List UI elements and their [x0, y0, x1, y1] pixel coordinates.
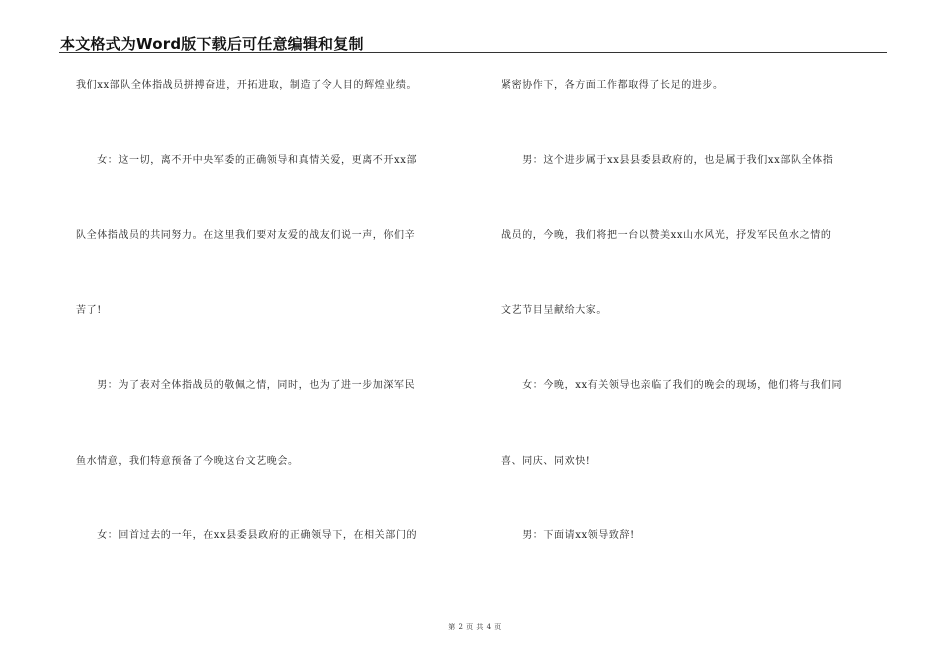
- text-line: 男：这个进步属于xx县县委县政府的，也是属于我们xx部队全体指: [501, 155, 834, 166]
- page-number-footer: 第 2 页 共 4 页: [448, 623, 502, 631]
- document-header-title: 本文格式为Word版下载后可任意编辑和复制: [60, 35, 364, 53]
- text-line: 男：为了表对全体指战员的敬佩之情，同时，也为了进一步加深军民: [76, 380, 416, 391]
- header-divider: [59, 52, 887, 53]
- text-line: 文艺节目呈献给大家。: [501, 305, 607, 316]
- text-line: 男：下面请xx领导致辞!: [501, 530, 635, 541]
- text-line: 女：这一切，离不开中央军委的正确领导和真情关爱，更离不开xx部: [76, 155, 418, 166]
- text-line: 队全体指战员的共同努力。在这里我们要对友爱的战友们说一声，你们辛: [76, 230, 416, 241]
- text-line: 喜、同庆、同欢快!: [501, 456, 591, 467]
- text-line: 紧密协作下，各方面工作都取得了长足的进步。: [501, 80, 724, 91]
- text-line: 鱼水情意，我们特意预备了今晚这台文艺晚会。: [76, 456, 299, 467]
- text-line: 女：今晚，xx有关领导也亲临了我们的晚会的现场，他们将与我们同: [501, 380, 843, 391]
- text-line: 苦了!: [76, 305, 102, 316]
- text-line: 我们xx部队全体指战员拼搏奋进，开拓进取，制造了令人目的辉煌业绩。: [76, 80, 418, 91]
- text-line: 女：回首过去的一年，在xx县委县政府的正确领导下，在相关部门的: [76, 530, 418, 541]
- text-line: 战员的，今晚，我们将把一台以赞美xx山水风光，抒发军民鱼水之情的: [501, 230, 832, 241]
